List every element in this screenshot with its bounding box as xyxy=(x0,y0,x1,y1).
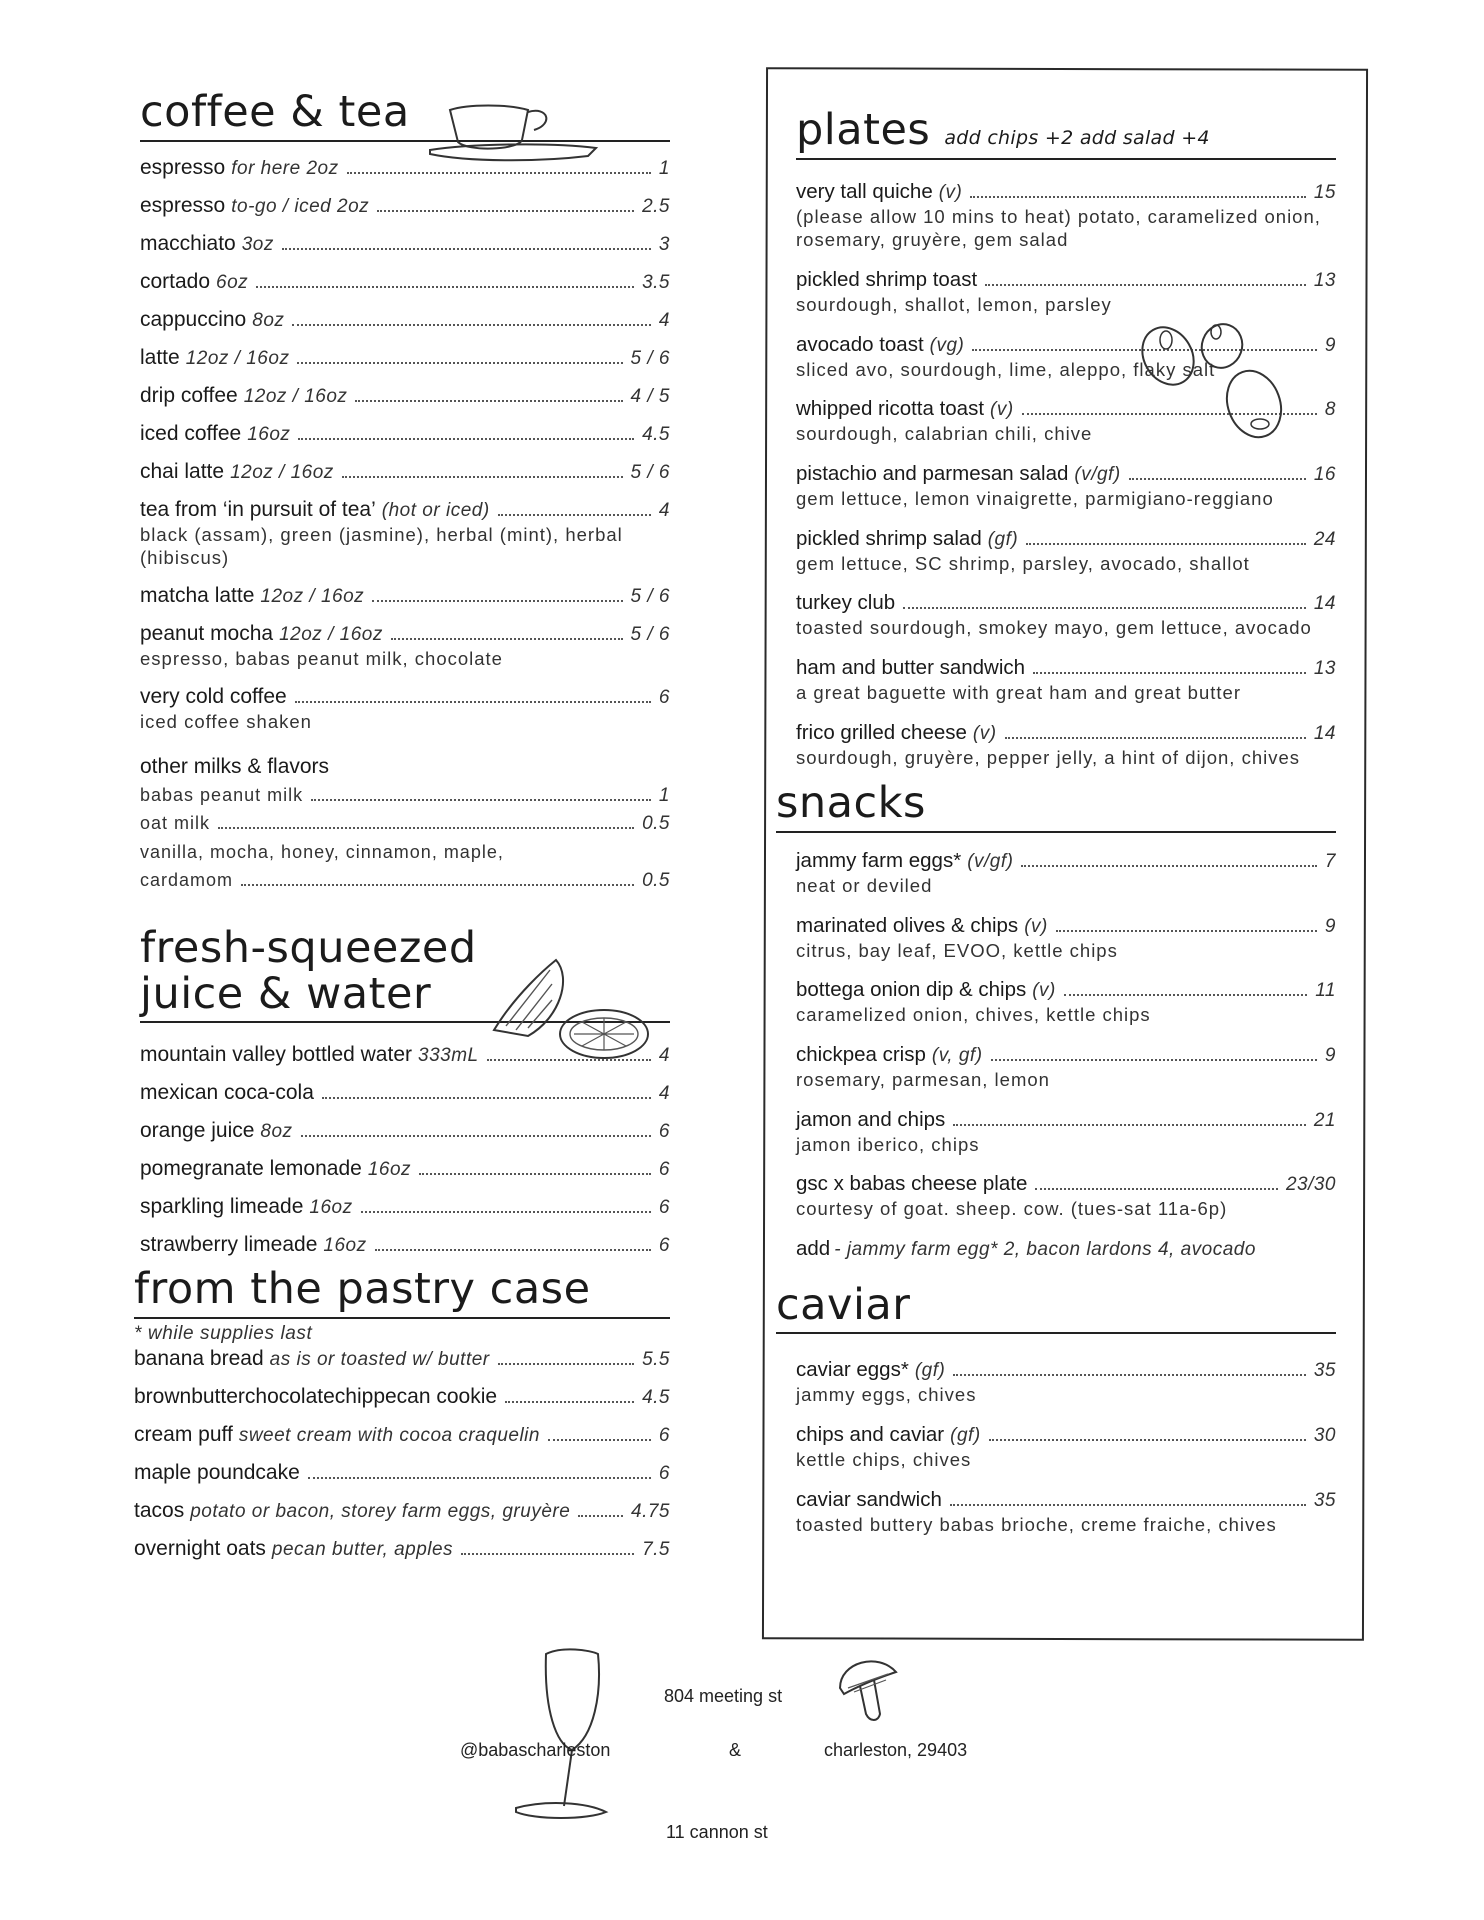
menu-item xyxy=(140,384,670,408)
menu-item xyxy=(140,460,670,484)
item-name: tea from ‘in pursuit of tea’ xyxy=(140,497,376,521)
address-line-1: 804 meeting st xyxy=(664,1686,783,1706)
item-name: gsc x babas cheese plate xyxy=(796,1172,1028,1196)
item-size: (hot or iced) xyxy=(381,499,490,521)
section-title-coffee-tea: coffee & tea xyxy=(140,87,410,137)
item-size: pecan butter, apples xyxy=(271,1539,454,1561)
pastry-list xyxy=(134,1347,670,1561)
item-size: (v, gf) xyxy=(931,1044,983,1066)
dot-leader xyxy=(953,1374,1306,1376)
dot-leader xyxy=(292,324,651,326)
snacks-addon: add - jammy farm egg* 2, bacon lardons 4, avocado xyxy=(796,1236,1256,1260)
dot-leader xyxy=(548,1439,651,1441)
pastry-header xyxy=(134,1264,670,1319)
item-name: matcha latte xyxy=(140,583,255,607)
wine-glass-sketch-icon xyxy=(506,1640,618,1826)
menu-item xyxy=(134,1537,670,1561)
item-name: very tall quiche xyxy=(796,179,933,203)
item-price: 3.5 xyxy=(642,271,670,293)
item-size: (v) xyxy=(990,399,1014,421)
item-name: caviar sandwich xyxy=(796,1487,942,1511)
dot-leader xyxy=(950,1504,1306,1506)
item-price: 4.75 xyxy=(631,1501,670,1523)
dot-leader xyxy=(1021,865,1316,867)
item-name: latte xyxy=(140,345,180,369)
dot-leader xyxy=(1129,478,1306,480)
item-name: macchiato xyxy=(140,231,236,255)
item-price: 6 xyxy=(658,686,670,708)
menu-item xyxy=(796,180,1336,252)
dot-leader xyxy=(375,1249,651,1251)
menu-item xyxy=(140,1157,670,1181)
mushroom-sketch-icon xyxy=(834,1652,906,1728)
item-description: gem lettuce, SC shrimp, parsley, avocado, shallot xyxy=(796,552,1250,574)
item-price: 16 xyxy=(1313,463,1336,485)
item-name: chickpea crisp xyxy=(796,1042,926,1066)
menu-item xyxy=(796,914,1336,963)
item-name: maple poundcake xyxy=(134,1461,300,1485)
menu-item xyxy=(796,1108,1336,1157)
coffee-tea-list xyxy=(140,156,670,734)
item-description: sourdough, gruyère, pepper jelly, a hint of dijon, chives xyxy=(796,746,1301,768)
citrus-slices-sketch-icon xyxy=(486,954,656,1066)
item-price: 15 xyxy=(1313,181,1336,203)
item-name: avocado toast xyxy=(796,332,924,356)
item-name: turkey club xyxy=(796,591,896,615)
dot-leader xyxy=(282,248,651,250)
item-price: 9 xyxy=(1324,1044,1336,1066)
dot-leader xyxy=(1005,737,1306,739)
item-name: pickled shrimp salad xyxy=(796,526,982,550)
item-name: chai latte xyxy=(140,459,225,483)
item-size: to-go / iced 2oz xyxy=(231,195,370,217)
snacks-header xyxy=(776,778,1336,833)
item-size: for here 2oz xyxy=(231,157,339,179)
item-price: 4.5 xyxy=(642,423,670,445)
dot-leader xyxy=(953,1124,1306,1126)
menu-item xyxy=(140,194,670,218)
item-price: 7 xyxy=(1324,850,1336,872)
address-line-2: 11 cannon st xyxy=(666,1822,768,1842)
item-name: cortado xyxy=(140,269,211,293)
dot-leader xyxy=(991,1059,1317,1061)
menu-item xyxy=(134,1385,670,1409)
menu-item xyxy=(140,584,670,608)
item-price: 30 xyxy=(1313,1425,1336,1447)
item-size: (v/gf) xyxy=(1074,463,1121,485)
item-price: 9 xyxy=(1324,334,1336,356)
menu-item xyxy=(796,1423,1336,1472)
item-price: 4 xyxy=(658,499,670,521)
dot-leader xyxy=(342,476,623,478)
dot-leader xyxy=(461,1553,634,1555)
item-price: 13 xyxy=(1313,269,1336,291)
item-size: 6oz xyxy=(216,271,249,293)
item-price: 3 xyxy=(658,233,670,255)
menu-item xyxy=(140,622,670,671)
menu-item xyxy=(140,1119,670,1143)
item-description: jammy eggs, chives xyxy=(796,1384,977,1406)
item-description: sourdough, calabrian chili, chive xyxy=(796,423,1093,445)
item-size: 8oz xyxy=(252,309,285,331)
dot-leader xyxy=(903,607,1306,609)
item-description: sourdough, shallot, lemon, parsley xyxy=(796,293,1112,315)
dot-leader xyxy=(297,362,622,364)
section-title-plates: plates add chips +2 add salad +4 xyxy=(796,105,1210,155)
menu-item xyxy=(140,232,670,256)
juice-list xyxy=(140,1043,670,1257)
instagram-handle[interactable]: @babascharleston xyxy=(460,1740,611,1760)
other-milks-heading: other milks & flavors xyxy=(140,755,330,779)
item-name: caviar eggs* xyxy=(796,1358,909,1382)
menu-item xyxy=(140,1233,670,1257)
olives-sketch-icon xyxy=(1136,320,1296,440)
item-name: peanut mocha xyxy=(140,621,274,645)
menu-item xyxy=(140,685,670,734)
item-name: marinated olives & chips xyxy=(796,913,1019,937)
item-name: tacos xyxy=(134,1499,185,1523)
item-price: 21 xyxy=(1313,1109,1336,1131)
dot-leader xyxy=(372,600,622,602)
item-description: rosemary, parmesan, lemon xyxy=(796,1068,1050,1090)
item-size: 333mL xyxy=(418,1045,479,1067)
menu-item xyxy=(796,721,1336,770)
item-size: (v/gf) xyxy=(967,850,1014,872)
dot-leader xyxy=(498,514,651,516)
milks-list xyxy=(140,785,670,892)
caviar-list xyxy=(796,1358,1336,1536)
item-size: (v) xyxy=(1024,915,1048,937)
item-name: mountain valley bottled water xyxy=(140,1043,412,1067)
item-price: 5 / 6 xyxy=(630,347,670,369)
item-description: toasted buttery babas brioche, creme fraiche, chives xyxy=(796,1513,1277,1535)
section-title-snacks: snacks xyxy=(776,778,926,829)
item-size: 16oz xyxy=(367,1159,412,1181)
item-description: (please allow 10 mins to heat) potato, caramelized onion, rosemary, gruyère, gem salad xyxy=(796,205,1321,251)
item-price: 24 xyxy=(1313,528,1336,550)
item-price: 4 xyxy=(658,1083,670,1105)
dot-leader xyxy=(578,1515,623,1517)
menu-item xyxy=(140,270,670,294)
menu-item xyxy=(140,498,670,570)
item-price: 5.5 xyxy=(642,1349,670,1371)
item-description: black (assam), green (jasmine), herbal (mint), herbal (hibiscus) xyxy=(140,523,623,569)
menu-item xyxy=(796,1172,1336,1221)
plates-subtitle: add chips +2 add salad +4 xyxy=(944,127,1210,149)
item-name: espresso xyxy=(140,193,226,217)
item-price: 5 / 6 xyxy=(630,461,670,483)
item-description: caramelized onion, chives, kettle chips xyxy=(796,1004,1151,1026)
menu-item xyxy=(796,656,1336,705)
dot-leader xyxy=(1033,672,1306,674)
item-size: (v) xyxy=(1032,980,1056,1002)
item-name: banana bread xyxy=(134,1347,264,1371)
item-name: strawberry limeade xyxy=(140,1233,318,1257)
menu-item xyxy=(796,591,1336,640)
item-price: 6 xyxy=(658,1197,670,1219)
dot-leader xyxy=(308,1477,651,1479)
item-name: ham and butter sandwich xyxy=(796,655,1026,679)
menu-item xyxy=(140,422,670,446)
list-item: oat milk 0.5 xyxy=(140,813,670,835)
item-price: 9 xyxy=(1324,915,1336,937)
item-name: bottega onion dip & chips xyxy=(796,978,1027,1002)
item-price: 14 xyxy=(1313,722,1336,744)
plates-header xyxy=(796,105,1336,160)
item-description: iced coffee shaken xyxy=(140,710,312,732)
item-price: 8 xyxy=(1324,399,1336,421)
menu-item xyxy=(796,849,1336,898)
right-column xyxy=(776,80,1336,1553)
item-description: espresso, babas peanut milk, chocolate xyxy=(140,647,503,669)
item-price: 14 xyxy=(1313,593,1336,615)
item-price: 4.5 xyxy=(642,1387,670,1409)
menu-item xyxy=(140,308,670,332)
item-size: potato or bacon, storey farm eggs, gruyère xyxy=(190,1501,571,1523)
dot-leader xyxy=(419,1173,651,1175)
caviar-header xyxy=(776,1279,1336,1335)
dot-leader xyxy=(322,1097,651,1099)
item-name: very cold coffee xyxy=(140,684,287,708)
item-size: 8oz xyxy=(260,1121,293,1143)
item-description: sliced avo, sourdough, lime, aleppo, flaky salt xyxy=(796,358,1216,380)
dot-leader xyxy=(301,1135,651,1137)
item-size: as is or toasted w/ butter xyxy=(269,1349,490,1371)
item-name: brownbutterchocolatechippecan cookie xyxy=(134,1385,498,1409)
item-name: espresso xyxy=(140,155,226,179)
dot-leader xyxy=(1035,1188,1278,1190)
item-name: iced coffee xyxy=(140,421,242,445)
item-price: 6 xyxy=(658,1159,670,1181)
dot-leader xyxy=(391,638,623,640)
dot-leader xyxy=(985,284,1306,286)
menu-item xyxy=(796,1358,1336,1407)
item-name: pomegranate lemonade xyxy=(140,1157,362,1181)
dot-leader xyxy=(361,1211,651,1213)
dot-leader xyxy=(377,210,634,212)
item-description: courtesy of goat. sheep. cow. (tues-sat 11a-6p) xyxy=(796,1198,1228,1220)
item-size: 12oz / 16oz xyxy=(260,585,365,607)
item-name: chips and caviar xyxy=(796,1423,945,1447)
item-name: sparkling limeade xyxy=(140,1195,304,1219)
item-description: a great baguette with great ham and great butter xyxy=(796,681,1241,703)
item-description: gem lettuce, lemon vinaigrette, parmigiano-reggiano xyxy=(796,487,1274,509)
ampersand: & xyxy=(729,1740,742,1760)
item-price: 4 / 5 xyxy=(630,385,670,407)
item-size: (gf) xyxy=(987,528,1019,550)
plates-list xyxy=(796,180,1336,770)
dot-leader xyxy=(1064,994,1307,996)
menu-item xyxy=(140,1195,670,1219)
item-price: 1 xyxy=(658,157,670,179)
item-price: 35 xyxy=(1313,1360,1336,1382)
item-size: 12oz / 16oz xyxy=(230,461,334,483)
item-price: 6 xyxy=(658,1463,670,1485)
item-size: sweet cream with cocoa craquelin xyxy=(238,1425,540,1447)
menu-item xyxy=(796,1043,1336,1092)
item-description: neat or deviled xyxy=(796,874,933,896)
item-price: 6 xyxy=(658,1425,670,1447)
menu-item xyxy=(134,1461,670,1485)
dot-leader xyxy=(298,438,634,440)
item-name: pistachio and parmesan salad xyxy=(796,461,1069,485)
section-title-juice: fresh-squeezed juice & water xyxy=(140,923,477,1019)
menu-item xyxy=(796,1488,1336,1537)
item-size: 3oz xyxy=(241,233,274,255)
dot-leader xyxy=(355,400,622,402)
item-size: 12oz / 16oz xyxy=(185,347,290,369)
menu-item xyxy=(140,1081,670,1105)
item-name: cappuccino xyxy=(140,307,247,331)
item-price: 4 xyxy=(658,1045,670,1067)
menu-item xyxy=(140,346,670,370)
item-price: 13 xyxy=(1313,657,1336,679)
dot-leader xyxy=(256,286,634,288)
item-size: 16oz xyxy=(323,1235,367,1257)
item-name: drip coffee xyxy=(140,383,238,407)
item-price: 2.5 xyxy=(642,195,670,217)
menu-item xyxy=(134,1423,670,1447)
item-price: 7.5 xyxy=(642,1539,670,1561)
item-description: kettle chips, chives xyxy=(796,1449,972,1471)
item-description: jamon iberico, chips xyxy=(796,1133,980,1155)
dot-leader xyxy=(1056,930,1317,932)
item-size: 16oz xyxy=(247,423,291,445)
left-column xyxy=(134,87,670,1575)
pastry-note: * while supplies last xyxy=(134,1323,313,1345)
menu-item xyxy=(796,527,1336,576)
item-price: 11 xyxy=(1315,980,1336,1002)
dot-leader xyxy=(295,701,651,703)
item-size: (v) xyxy=(972,722,997,744)
menu-item xyxy=(134,1499,670,1523)
item-price: 23/30 xyxy=(1285,1174,1336,1196)
item-size: 12oz / 16oz xyxy=(279,623,383,645)
item-description: citrus, bay leaf, EVOO, kettle chips xyxy=(796,939,1118,961)
dot-leader xyxy=(505,1401,634,1403)
item-name: frico grilled cheese xyxy=(796,720,967,744)
list-item: babas peanut milk 1 xyxy=(140,785,670,807)
item-price: 5 / 6 xyxy=(630,623,670,645)
menu-item xyxy=(134,1347,670,1371)
item-price: 6 xyxy=(658,1121,670,1143)
section-title-caviar: caviar xyxy=(776,1279,911,1330)
item-size: (vg) xyxy=(929,334,965,356)
item-size: (v) xyxy=(938,181,963,203)
dot-leader xyxy=(347,172,651,174)
dot-leader xyxy=(970,196,1305,198)
menu-item xyxy=(796,268,1336,317)
item-price: 35 xyxy=(1313,1489,1336,1511)
section-title-pastry: from the pastry case xyxy=(134,1264,591,1315)
item-name: jammy farm eggs* xyxy=(796,848,962,872)
item-size: 16oz xyxy=(309,1197,353,1219)
item-name: jamon and chips xyxy=(796,1107,946,1131)
item-name: whipped ricotta toast xyxy=(796,397,985,421)
city-zip: charleston, 29403 xyxy=(824,1740,968,1760)
item-price: 6 xyxy=(658,1235,670,1257)
coffee-cup-sketch-icon xyxy=(428,96,600,166)
menu-item xyxy=(796,462,1336,511)
list-item: vanilla, mocha, honey, cinnamon, maple, cardamom 0.5 xyxy=(140,842,670,892)
item-size: (gf) xyxy=(950,1425,981,1447)
item-name: orange juice xyxy=(140,1119,255,1143)
item-description: toasted sourdough, smokey mayo, gem lettuce, avocado xyxy=(796,617,1312,639)
item-price: 5 / 6 xyxy=(630,585,670,607)
snacks-list xyxy=(796,849,1336,1221)
item-name: overnight oats xyxy=(134,1537,266,1561)
dot-leader xyxy=(989,1439,1306,1441)
item-size: (gf) xyxy=(914,1360,946,1382)
dot-leader xyxy=(498,1363,634,1365)
item-name: pickled shrimp toast xyxy=(796,267,978,291)
item-size: 12oz / 16oz xyxy=(243,385,348,407)
menu-item xyxy=(796,978,1336,1027)
item-name: mexican coca-cola xyxy=(140,1081,314,1105)
item-price: 4 xyxy=(658,309,670,331)
item-name: cream puff xyxy=(134,1423,233,1447)
dot-leader xyxy=(1026,543,1306,545)
